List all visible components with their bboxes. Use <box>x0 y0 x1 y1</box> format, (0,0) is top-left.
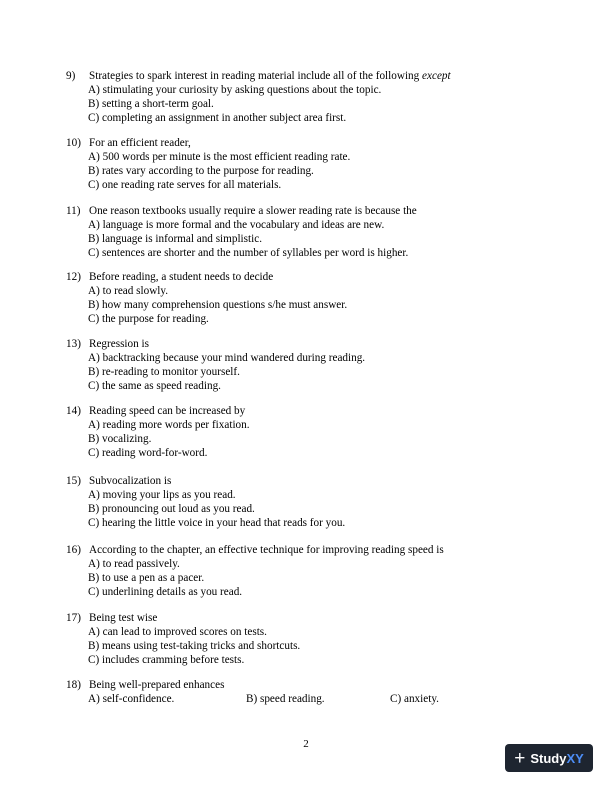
option-b: B) re-reading to monitor yourself. <box>88 366 240 378</box>
option-b: B) speed reading. <box>246 693 325 705</box>
question-stem <box>66 474 566 488</box>
option-c: C) sentences are shorter and the number of syllables per word is higher. <box>88 247 409 259</box>
question-text: Reading speed can be increased by <box>89 405 246 417</box>
question-15 <box>66 474 566 530</box>
question-number: 15) <box>66 475 81 487</box>
option-a: A) self-confidence. <box>88 693 175 705</box>
option-b: B) rates vary according to the purpose for reading. <box>88 165 314 177</box>
question-stem <box>66 678 566 692</box>
option-b: B) setting a short-term goal. <box>88 98 214 110</box>
option-a: A) 500 words per minute is the most efficient reading rate. <box>88 151 351 163</box>
question-stem <box>66 270 566 284</box>
question-stem <box>66 204 566 218</box>
option-c: C) anxiety. <box>390 693 439 705</box>
option-a: A) stimulating your curiosity by asking questions about the topic. <box>88 84 382 96</box>
brand-name-study: Study <box>530 750 567 766</box>
question-18 <box>66 678 566 706</box>
question-text: Being test wise <box>89 612 158 624</box>
question-12 <box>66 270 566 326</box>
question-number: 14) <box>66 405 81 417</box>
option-c: C) the purpose for reading. <box>88 313 209 325</box>
option-a: A) reading more words per fixation. <box>88 419 250 431</box>
question-10 <box>66 136 566 192</box>
question-text: Regression is <box>89 338 149 350</box>
question-text: Being well-prepared enhances <box>89 679 225 691</box>
question-16 <box>66 543 566 599</box>
option-a: A) moving your lips as you read. <box>88 489 236 501</box>
question-text: For an efficient reader, <box>89 137 191 149</box>
option-b: B) how many comprehension questions s/he must answer. <box>88 299 348 311</box>
option-c: C) completing an assignment in another subject area first. <box>88 112 347 124</box>
option-c: C) hearing the little voice in your head that reads for you. <box>88 517 346 529</box>
question-14 <box>66 404 566 460</box>
question-number: 11) <box>66 205 81 217</box>
page-number: 2 <box>303 738 309 750</box>
question-text: According to the chapter, an effective technique for improving reading speed is <box>89 544 444 556</box>
option-c: C) includes cramming before tests. <box>88 654 245 666</box>
question-number: 9) <box>66 70 76 82</box>
plus-icon: + <box>514 747 526 769</box>
question-17 <box>66 611 566 667</box>
question-stem <box>66 337 566 351</box>
question-number: 13) <box>66 338 81 350</box>
question-stem <box>66 611 566 625</box>
option-b: B) to use a pen as a pacer. <box>88 572 205 584</box>
option-b: B) vocalizing. <box>88 433 152 445</box>
question-text: One reason textbooks usually require a slower reading rate is because the <box>89 205 417 217</box>
brand-name-xy: XY <box>566 750 584 766</box>
option-a: A) can lead to improved scores on tests. <box>88 626 267 638</box>
option-a: A) to read passively. <box>88 558 180 570</box>
question-stem <box>66 69 566 83</box>
question-9 <box>66 69 566 125</box>
inline-options <box>66 692 566 706</box>
option-a: A) backtracking because your mind wandered during reading. <box>88 352 366 364</box>
question-text: Subvocalization is <box>89 475 172 487</box>
option-c: C) the same as speed reading. <box>88 380 221 392</box>
question-text: Before reading, a student needs to decide <box>89 271 274 283</box>
question-number: 16) <box>66 544 81 556</box>
question-emphasis: except <box>422 70 451 82</box>
question-stem <box>66 136 566 150</box>
option-b: B) means using test-taking tricks and shortcuts. <box>88 640 301 652</box>
option-c: C) reading word-for-word. <box>88 447 208 459</box>
option-b: B) pronouncing out loud as you read. <box>88 503 255 515</box>
question-stem <box>66 543 566 557</box>
option-a: A) language is more formal and the vocabulary and ideas are new. <box>88 219 385 231</box>
question-stem <box>66 404 566 418</box>
question-number: 12) <box>66 271 81 283</box>
question-number: 10) <box>66 137 81 149</box>
question-number: 17) <box>66 612 81 624</box>
option-c: C) one reading rate serves for all materials. <box>88 179 282 191</box>
option-b: B) language is informal and simplistic. <box>88 233 262 245</box>
question-number: 18) <box>66 679 81 691</box>
option-c: C) underlining details as you read. <box>88 586 243 598</box>
question-13 <box>66 337 566 393</box>
question-11 <box>66 204 566 260</box>
question-text: Strategies to spark interest in reading material include all of the following <box>89 70 420 82</box>
studyxy-badge[interactable] <box>505 744 593 772</box>
option-a: A) to read slowly. <box>88 285 169 297</box>
